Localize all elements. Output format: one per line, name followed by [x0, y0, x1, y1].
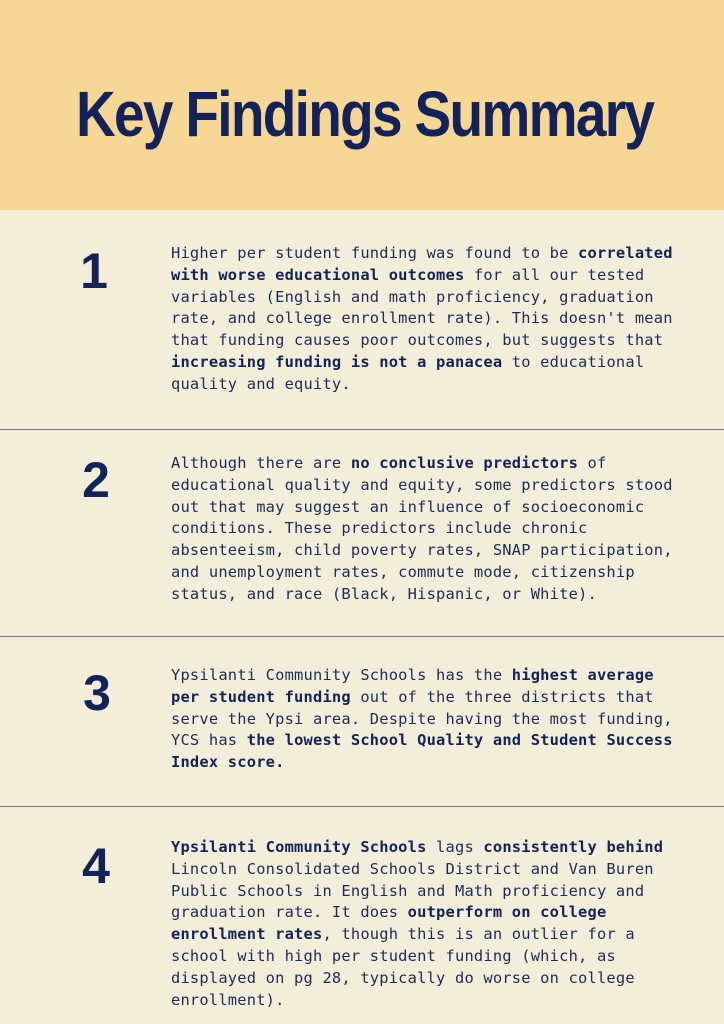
header-banner: [0, 0, 724, 210]
finding-number-2: 2: [82, 452, 110, 508]
page-title: Key Findings Summary: [76, 78, 654, 150]
finding-text-2: Although there are no conclusive predictors of educational quality and equity, some predictors stood out that may suggest an influence of socioeconomic conditions. These predictors include chronic absenteeism, child poverty rates, SNAP participation, and unemployment rates, commute mode, citizenship status, and race (Black, Hispanic, or White).: [171, 454, 673, 603]
finding-text-1: Higher per student funding was found to be correlated with worse educational outcomes for all our tested variables (English and math proficiency, graduation rate, and college enrollment rate). This doesn't mean that funding causes poor outcomes, but suggests that increasing funding is not a panacea to educational quality and equity.: [171, 244, 673, 393]
finding-number-1: 1: [80, 243, 108, 299]
finding-text-4: Ypsilanti Community Schools lags consistently behind Lincoln Consolidated Schools District and Van Buren Public Schools in English and Math proficiency and graduation rate. It does outperform on college enrollment rates, though this is an outlier for a school with high per student funding (which, as displayed on pg 28, typically do worse on college enrollment).: [171, 838, 664, 1009]
divider: [0, 806, 724, 807]
finding-number-4: 4: [82, 838, 110, 894]
finding-number-3: 3: [83, 665, 111, 721]
divider: [0, 636, 724, 637]
divider: [0, 429, 724, 430]
finding-text-3: Ypsilanti Community Schools has the highest average per student funding out of the three districts that serve the Ypsi area. Despite having the most funding, YCS has the lowest School Quality and Student Success Index score.: [171, 666, 673, 772]
